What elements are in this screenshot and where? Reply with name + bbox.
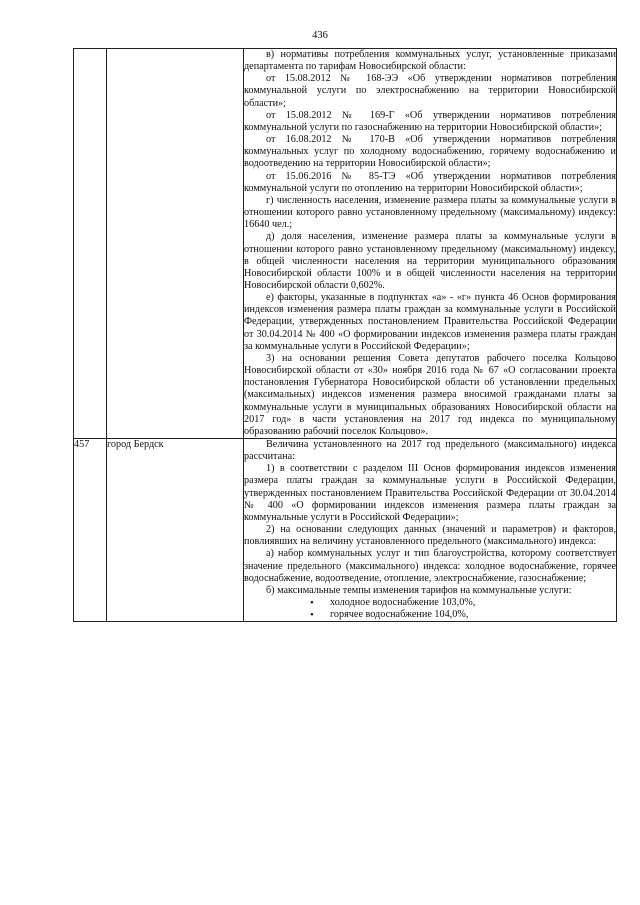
paragraph: д) доля населения, изменение размера платы за коммунальные услуги в отношении которого равно установленному предельному (максимальному) индексу, в общей численности населения на территории муниципального образования Новосибирской области 100% и в общей численности населения на территории Новосибирской области 0,602%. — [244, 231, 616, 291]
paragraph: е) факторы, указанные в подпунктах «а» - «г» пункта 46 Основ формирования индексов изменения размера платы граждан за коммунальные услуги в Российской Федерации, утвержденных постановлением Правительства Российской Федерации от 30.04.2014 № 400 «О формировании индексов изменения размера платы граждан за коммунальные услуги в Российской Федерации»; — [244, 292, 616, 352]
document-table — [73, 48, 617, 622]
paragraph: б) максимальные темпы изменения тарифов на коммунальные услуги: — [266, 584, 572, 596]
row-number: 457 — [74, 439, 107, 622]
paragraph: от 16.08.2012 № 170-В «Об утверждении нормативов потребления коммунальных услуг по холодному водоснабжению, горячему водоснабжению и водоотведению на территории Новосибирской области»; — [244, 134, 616, 170]
paragraph: от 15.08.2012 № 168-ЭЭ «Об утверждении нормативов потребления коммунальной услуги по электроснабжению на территории Новосибирской области»; — [244, 73, 616, 109]
paragraph: от 15.06.2016 № 85-ТЭ «Об утверждении нормативов потребления коммунальной услуги по отоплению на территории Новосибирской области»; — [244, 170, 616, 194]
list-item: • горячее водоснабжение 104,0%, — [244, 609, 616, 621]
paragraph: в) нормативы потребления коммунальных услуг, установленные приказами департамента по тарифам Новосибирской области: — [244, 49, 616, 73]
municipality-name: город Бердск — [107, 439, 244, 622]
tariff-list — [244, 597, 616, 621]
paragraph: 1) в соответствии с разделом III Основ формирования индексов изменения размера платы граждан за коммунальные услуги в Российской Федерации, утвержденных постановлением Правительства Российской Федерации от 30.04.2014 № 400 «О формировании индексов изменения размера платы граждан за коммунальные услуги в Российской Федерации»; — [244, 463, 616, 523]
paragraph: 2) на основании следующих данных (значений и параметров) и факторов, повлиявших на величину установленного предельного (максимального) индекса: — [244, 524, 616, 548]
page-number: 436 — [312, 30, 328, 41]
table-row — [74, 439, 617, 622]
paragraph: а) набор коммунальных услуг и тип благоустройства, которому соответствует значение предельного (максимального) индекса: холодное водоснабжение, горячее водоснабжение, водоотведение, отопление, электроснабжение, газоснабжение; — [244, 548, 616, 584]
justification-text — [244, 439, 617, 622]
paragraph: г) численность населения, изменение размера платы за коммунальные услуги в отношении которого равно установленному предельному (максимальному) индексу: 16640 чел.; — [244, 194, 616, 231]
justification-text — [244, 49, 617, 439]
table-row — [74, 49, 617, 439]
paragraph: Величина установленного на 2017 год предельного (максимального) индекса рассчитана: — [244, 439, 616, 463]
municipality-name — [107, 49, 244, 439]
list-item: • холодное водоснабжение 103,0%, — [244, 597, 616, 609]
row-number — [74, 49, 107, 439]
paragraph: 3) на основании решения Совета депутатов рабочего поселка Кольцово Новосибирской области от «30» ноября 2016 года № 67 «О согласовании проекта постановления Губернатора Новосибирской области об установлении предельных (максимальных) индексов изменения размера вносимой гражданами платы за коммунальные услуги в муниципальных образованиях Новосибирской области на 2017 год» в части установления на 2017 год индекса по муниципальному образованию рабочий поселок Кольцово». — [244, 352, 616, 437]
paragraph: от 15.08.2012 № 169-Г «Об утверждении нормативов потребления коммунальной услуги по газоснабжению на территории Новосибирской области»; — [244, 109, 616, 133]
